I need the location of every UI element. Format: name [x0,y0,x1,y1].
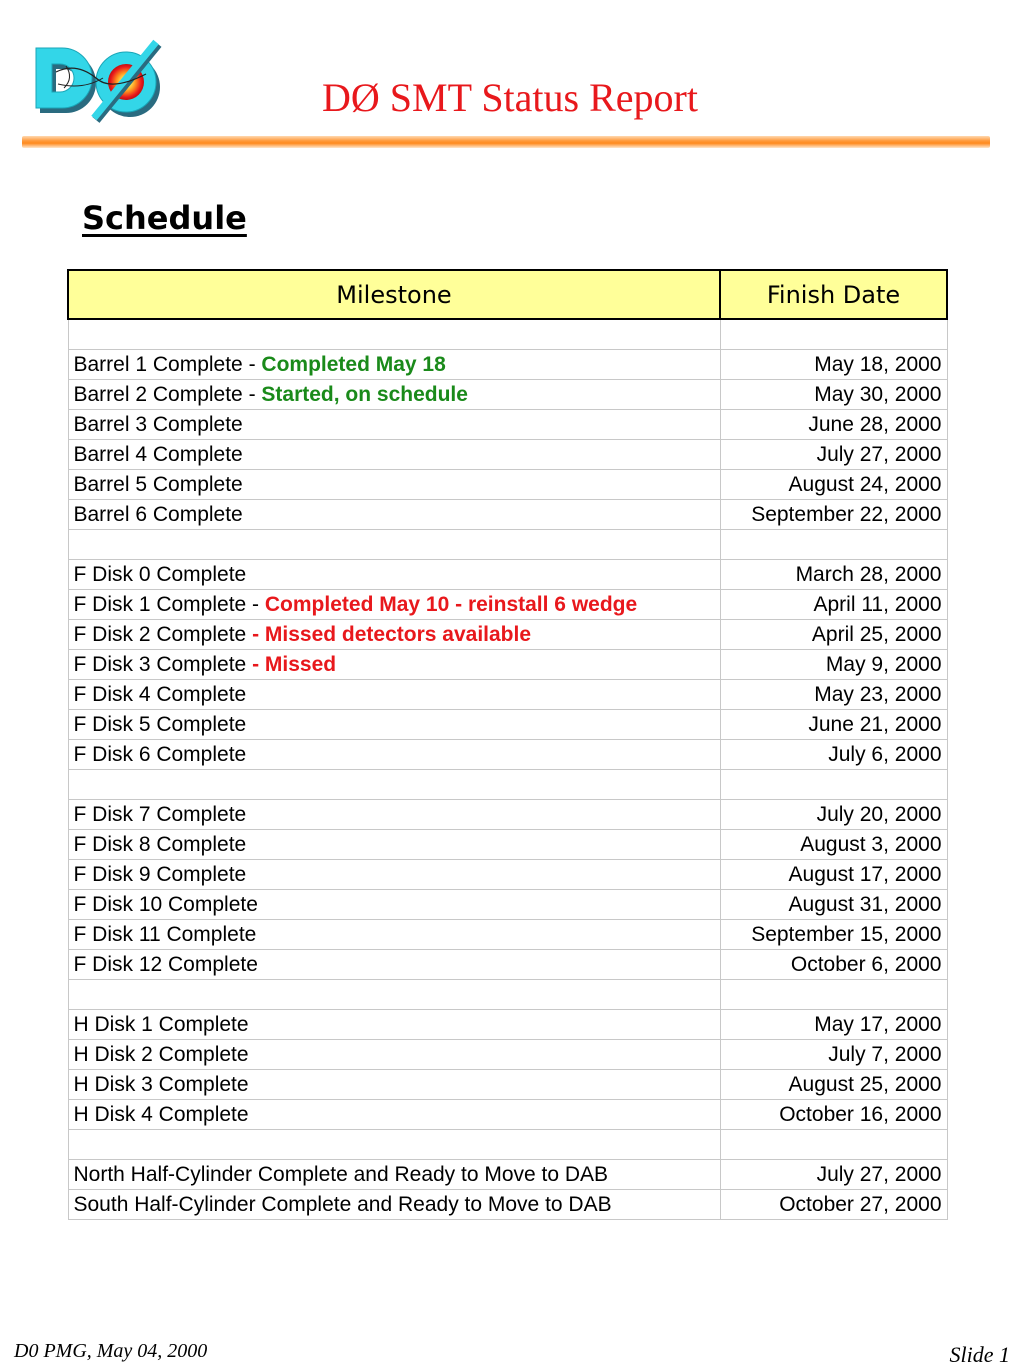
finish-date-cell: August 17, 2000 [720,860,947,890]
milestone-label: Barrel 1 Complete - [73,353,262,376]
milestone-label: F Disk 5 Complete [73,713,247,736]
finish-date-cell: August 24, 2000 [720,470,947,500]
table-row [68,500,947,530]
milestone-label: F Disk 9 Complete [73,863,247,886]
status-note: Completed May 10 - reinstall 6 wedge [264,593,638,616]
milestone-label: F Disk 8 Complete [73,833,247,856]
milestone-cell [68,1100,720,1130]
milestone-cell [68,680,720,710]
table-row [68,1190,947,1220]
spacer-cell [720,1130,947,1160]
finish-date-cell: June 28, 2000 [720,410,947,440]
milestone-cell [68,470,720,500]
table-header-row [68,270,947,319]
milestone-cell [68,590,720,620]
milestone-label: F Disk 7 Complete [73,803,247,826]
milestone-cell [68,440,720,470]
table-row [68,830,947,860]
table-row [68,650,947,680]
milestone-label: F Disk 4 Complete [73,683,247,706]
milestone-cell [68,650,720,680]
spacer-cell [68,319,720,350]
table-row [68,1040,947,1070]
milestone-cell [68,350,720,380]
table-row [68,1100,947,1130]
status-note: - Missed [252,653,337,676]
page-title: DØ SMT Status Report [322,75,698,120]
finish-date-cell: July 6, 2000 [720,740,947,770]
finish-date-cell: August 25, 2000 [720,1070,947,1100]
finish-date-cell: September 22, 2000 [720,500,947,530]
milestone-cell [68,620,720,650]
table-row [68,350,947,380]
milestone-cell [68,560,720,590]
spacer-row [68,1130,947,1160]
milestone-label: F Disk 12 Complete [73,953,258,976]
finish-date-cell: September 15, 2000 [720,920,947,950]
finish-date-cell: August 3, 2000 [720,830,947,860]
spacer-row [68,770,947,800]
milestone-cell [68,410,720,440]
milestone-cell [68,1070,720,1100]
table-row [68,890,947,920]
table-row [68,950,947,980]
footer-meeting-date: D0 PMG, May 04, 2000 [14,1340,208,1362]
finish-date-cell: July 27, 2000 [720,1160,947,1190]
milestone-cell [68,920,720,950]
table-row [68,1160,947,1190]
finish-date-cell: October 6, 2000 [720,950,947,980]
milestone-cell [68,1190,720,1220]
table-row [68,440,947,470]
table-row [68,590,947,620]
milestone-cell [68,710,720,740]
spacer-row [68,980,947,1010]
milestone-label: F Disk 2 Complete [73,623,253,646]
finish-date-cell: August 31, 2000 [720,890,947,920]
milestone-label: F Disk 0 Complete [73,563,247,586]
spacer-cell [68,770,720,800]
spacer-cell [720,319,947,350]
spacer-cell [68,1130,720,1160]
finish-date-cell: July 7, 2000 [720,1040,947,1070]
milestone-cell [68,1010,720,1040]
table-row [68,410,947,440]
finish-date-cell: June 21, 2000 [720,710,947,740]
table-row [68,680,947,710]
schedule-table-body [68,319,947,1220]
spacer-row [68,319,947,350]
milestone-label: South Half-Cylinder Complete and Ready to Move to DAB [73,1193,612,1216]
footer-slide-number: Slide 1 [949,1342,1010,1367]
finish-date-cell: October 27, 2000 [720,1190,947,1220]
milestone-label: Barrel 5 Complete [73,473,243,496]
milestone-label: Barrel 3 Complete [73,413,243,436]
spacer-cell [720,770,947,800]
milestone-label: F Disk 10 Complete [73,893,258,916]
milestone-label: H Disk 2 Complete [73,1043,249,1066]
column-header-finish-date: Finish Date [720,270,947,319]
milestone-label: F Disk 6 Complete [73,743,247,766]
spacer-cell [720,530,947,560]
table-row [68,740,947,770]
finish-date-cell: April 25, 2000 [720,620,947,650]
table-row [68,620,947,650]
milestone-cell [68,890,720,920]
milestone-label: H Disk 1 Complete [73,1013,249,1036]
finish-date-cell: May 30, 2000 [720,380,947,410]
milestone-cell [68,860,720,890]
milestone-label: Barrel 2 Complete - [73,383,262,406]
finish-date-cell: March 28, 2000 [720,560,947,590]
milestone-cell [68,830,720,860]
milestone-label: Barrel 4 Complete [73,443,243,466]
title-divider [22,136,990,148]
finish-date-cell: May 17, 2000 [720,1010,947,1040]
column-header-milestone: Milestone [68,270,720,319]
table-row [68,1070,947,1100]
milestone-cell [68,740,720,770]
table-row [68,560,947,590]
milestone-label: H Disk 3 Complete [73,1073,249,1096]
spacer-cell [720,980,947,1010]
milestone-label: F Disk 1 Complete - [73,593,265,616]
d0-logo [26,36,166,126]
section-heading: Schedule [82,199,247,237]
spacer-cell [68,980,720,1010]
milestone-label: Barrel 6 Complete [73,503,243,526]
table-row [68,860,947,890]
milestone-cell [68,380,720,410]
finish-date-cell: May 18, 2000 [720,350,947,380]
finish-date-cell: May 23, 2000 [720,680,947,710]
status-note: - Missed detectors available [252,623,532,646]
milestone-cell [68,500,720,530]
table-row [68,470,947,500]
status-note: Completed May 18 [261,353,446,376]
milestone-cell [68,1040,720,1070]
table-row [68,800,947,830]
table-row [68,1010,947,1040]
milestone-cell [68,950,720,980]
table-row [68,920,947,950]
spacer-cell [68,530,720,560]
d0-logo-icon [26,36,166,126]
milestone-label: F Disk 11 Complete [73,923,257,946]
milestone-label: North Half-Cylinder Complete and Ready to Move to DAB [73,1163,609,1186]
table-row [68,380,947,410]
finish-date-cell: October 16, 2000 [720,1100,947,1130]
milestone-cell [68,800,720,830]
milestone-label: F Disk 3 Complete [73,653,253,676]
finish-date-cell: May 9, 2000 [720,650,947,680]
status-note: Started, on schedule [261,383,468,406]
schedule-table [67,269,948,1220]
table-row [68,710,947,740]
spacer-row [68,530,947,560]
finish-date-cell: July 20, 2000 [720,800,947,830]
finish-date-cell: April 11, 2000 [720,590,947,620]
finish-date-cell: July 27, 2000 [720,440,947,470]
milestone-label: H Disk 4 Complete [73,1103,249,1126]
milestone-cell [68,1160,720,1190]
